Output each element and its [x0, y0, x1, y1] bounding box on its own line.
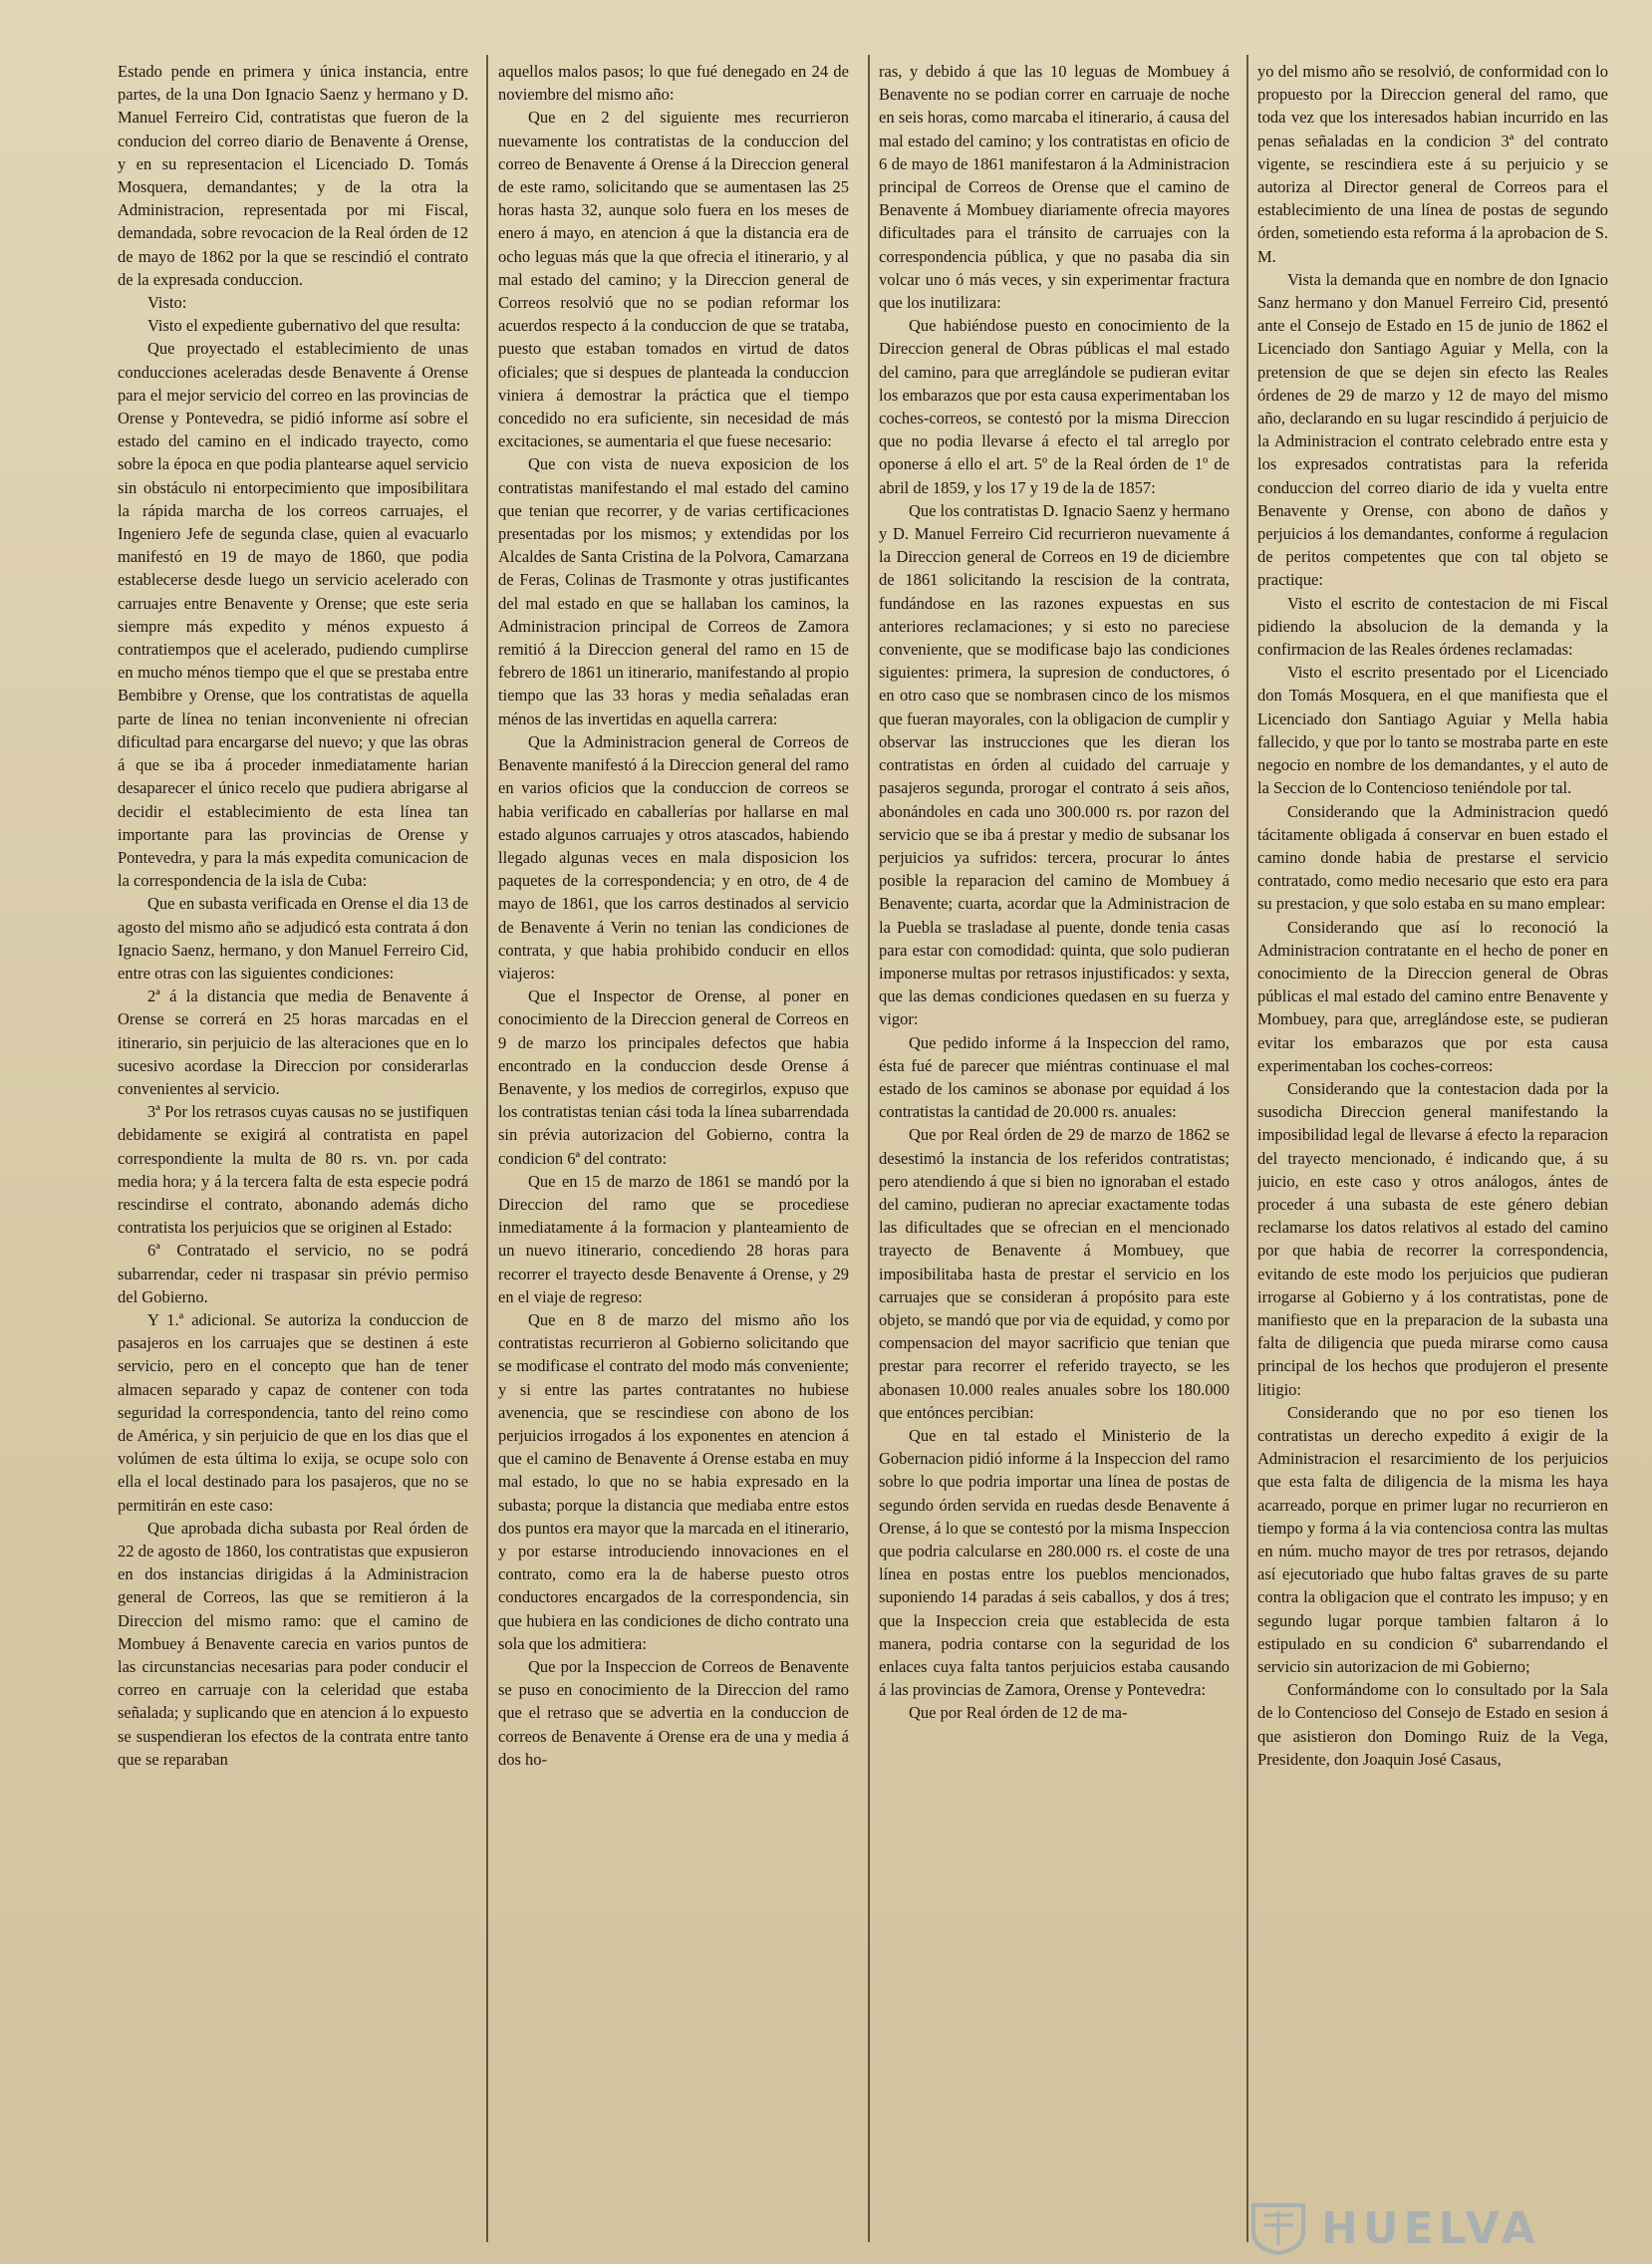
text-column-3: [879, 60, 1230, 2242]
paragraph: Que los contratistas D. Ignacio Saenz y hermano y D. Manuel Ferreiro Cid recurrieron nuevamente á la Direccion general de Correos en 19 de diciembre de 1861 solicitando la rescision de la contrata, fundándose en las razones expuestas en sus anteriores reclamaciones; y si esto no pareciese conveniente, que se modificase bajo las condiciones siguientes: primera, la supresion de conductores, ó en otro caso que se nombrasen cinco de los mismos que fueran mayorales, con la obligacion de cumplir y observar las instrucciones que les dieran los contratistas en órden al cuidado del carruaje y pasajeros segunda, prorogar el contrato á seis años, abonándoles en cada uno 300.000 rs. por razon del servicio que se iba á prestar y medio de subsanar los perjuicios ya sufridos: tercera, procurar lo ántes posible la reparacion del camino de Mombuey á Benavente; cuarta, acordar que la Administracion de la Puebla se trasladase al puente, donde tenia casas para estar con comodidad: quinta, que solo pudieran imponerse multas por retrasos injustificados: y sexta, que las demas condiciones quedasen en su fuerza y vigor:: [879, 500, 1230, 1029]
text-column-1: [118, 60, 468, 2242]
paragraph: Que por Real órden de 29 de marzo de 1862 se desestimó la instancia de los referidos contratistas; pero atendiendo á que si bien no ignoraban el estado del camino, pudieran no apreciar exactamente todas las dificultades que se ofrecian en el mencionado trayecto de Benavente á Mombuey, que imposibilitaba hasta de prestar el servicio en los carruajes que se consideran á propósito para este objeto, se mandó que por via de equidad, y como por compensacion del mayor sacrificio que tenian que prestar para recorrer el referido trayecto, se les abonasen 10.000 reales anuales sobre los 180.000 que entónces percibian:: [879, 1125, 1230, 1422]
paragraph: Vista la demanda que en nombre de don Ignacio Sanz hermano y don Manuel Ferreiro Cid, presentó ante el Consejo de Estado en 15 de junio de 1862 el Licenciado don Santiago Aguiar y Mella, con la pretension de que se dejen sin efecto las Reales órdenes de 29 de marzo y 12 de mayo del mismo año, declarando en su lugar rescindido á perjuicio de la Administracion el contrato celebrado entre esta y los expresados contratistas para la referida conduccion del correo diario de ida y vuelta entre Benavente y Orense, con abono de daños y perjuicios á los demandantes, conforme á regulacion de peritos competentes que con tal objeto se practique:: [1257, 269, 1608, 590]
text-column-2: [498, 60, 849, 2242]
paragraph: Visto el expediente gubernativo del que resulta:: [147, 316, 461, 336]
text-columns: [118, 60, 1617, 2242]
paragraph: Que proyectado el establecimiento de unas conducciones aceleradas desde Benavente á Orense para el mejor servicio del correo en las provincias de Orense y Pontevedra, se pidió informe así sobre el estado del camino en el indicado trayecto, como sobre la época en que podia plantearse aquel servicio sin obstáculo ni entorpecimiento que imposibilitara la rápida marcha de los correos carruajes, el Ingeniero Jefe de segunda clase, quien al evacuarlo manifestó en 19 de mayo de 1860, que podia establecerse desde luego un servicio acelerado con carruajes entre Benavente y Orense; que este seria siempre más expedito y ménos expuesto á contratiempos que el acelerado, pudiendo cumplirse en mucho ménos tiempo que el que se prestaba entre Bembibre y Orense, que los contratistas de aquella parte de línea no tenian inconveniente ni ofrecian dificultad para encargarse del nuevo; y que las obras á que se iba á proceder inmediatamente harian desaparecer el único recelo que pudiera abrigarse al decidir el establecimiento de esta línea tan importante para las provincias de Orense y Pontevedra, y para la más expedita comunicacion de la correspondencia de la isla de Cuba:: [118, 339, 468, 891]
paragraph: 2ª á la distancia que media de Benavente á Orense se correrá en 25 horas marcadas en el itinerario, sin perjuicio de las alteraciones que en lo sucesivo acordase la Direccion por considerarlas convenientes al servicio.: [118, 987, 468, 1098]
paragraph: Que en subasta verificada en Orense el dia 13 de agosto del mismo año se adjudicó esta contrata á don Ignacio Saenz, hermano, y don Manuel Ferreiro Cid, entre otras con las siguientes condiciones:: [118, 894, 468, 983]
text-column-4: [1257, 60, 1608, 2242]
paragraph: Visto el escrito presentado por el Licenciado don Tomás Mosquera, en el que manifiesta que el Licenciado don Santiago Aguiar y Mella habia fallecido, y que por lo tanto se mostraba parte en este negocio en nombre de los demandantes, y el auto de la Seccion de lo Contencioso teniéndole por tal.: [1257, 663, 1608, 798]
paragraph: Que en 8 de marzo del mismo año los contratistas recurrieron al Gobierno solicitando que se modificase el contrato del modo más conveniente; y si entre las partes contratantes no hubiese avenencia, que se rescindiese con abono de los perjuicios irrogados á los exponentes en atencion á que el camino de Benavente á Orense estaba en muy mal estado, lo que no se habia expresado en la subasta; porque la distancia que mediaba entre estos dos puntos era mayor que la marcada en el itinerario, y por estarse introduciendo innovaciones en el contrato, como era la de haberse puesto otros conductores encargados de la correspondencia, sin que hubiera en las condiciones de dicho contrato una sola que los admitiera:: [498, 1309, 849, 1653]
paragraph: Que en tal estado el Ministerio de la Gobernacion pidió informe á la Inspeccion del ramo sobre lo que podria importar una línea de postas de segundo órden servida en ruedas desde Benavente á Orense, á lo que se contestó por la misma Inspeccion que podria calcularse en 280.000 rs. el coste de una línea en postas entre los pueblos mencionados, suponiendo 14 paradas á seis caballos, y dos á tres; que la Inspeccion creia que establecida de esta manera, podria contarse con la seguridad de los enlaces cuya falta tantos perjuicios estaba causando á las provincias de Zamora, Orense y Pontevedra:: [879, 1425, 1230, 1700]
paragraph: Conformándome con lo consultado por la Sala de lo Contencioso del Consejo de Estado en sesion á que asistieron don Domingo Ruiz de la Vega, Presidente, don Joaquin José Casaus,: [1257, 1680, 1608, 1769]
paragraph: Visto:: [147, 293, 187, 313]
paragraph: Que habiéndose puesto en conocimiento de la Direccion general de Obras públicas el mal estado del camino, para que arreglándole se pudieran evitar los embarazos que por esta causa experimentaban los coches-correos, se contestó por la misma Direccion que no podia llevarse á efecto el tal arreglo por oponerse á ello el art. 5º de la Real órden de 1º de abril de 1859, y los 17 y 19 de la de 1857:: [879, 316, 1230, 497]
paragraph: Que aprobada dicha subasta por Real órden de 22 de agosto de 1860, los contratistas que expusieron en dos instancias dirigidas á la Administracion general de Correos, las que se remitieron á la Direccion del mismo ramo: que el camino de Mombuey á Benavente carecia en varios puntos de las circunstancias necesarias para poder conducir el correo en carruaje con la celeridad que estaba señalada; y suplicando que en atencion á lo expuesto se suspendieran los efectos de la contrata entre tanto que se reparaban: [118, 1518, 468, 1769]
paragraph: yo del mismo año se resolvió, de conformidad con lo propuesto por la Direccion general del ramo, que toda vez que los interesados habian incurrido en las penas señaladas en la condicion 3ª del contrato vigente, se rescindiera este á su perjuicio y se autoriza al Director general de Correos para el establecimiento de una línea de postas de segundo órden, sometiendo esta reforma á la aprobacion de S. M.: [1257, 62, 1608, 266]
paragraph: Que pedido informe á la Inspeccion del ramo, ésta fué de parecer que miéntras continuase el mal estado de los caminos se abonase por equidad á los contratistas la cantidad de 20.000 rs. anuales:: [879, 1032, 1230, 1122]
paragraph: Que en 15 de marzo de 1861 se mandó por la Direccion del ramo que se procediese inmediatamente á la formacion y planteamiento de un nuevo itinerario, concediendo 28 horas para recorrer el trayecto desde Benavente á Orense, y 29 en el viaje de regreso:: [498, 1171, 849, 1306]
paragraph: 3ª Por los retrasos cuyas causas no se justifiquen debidamente se exigirá al contratista en papel correspondiente la multa de 80 rs. vn. por cada media hora; y á la tercera falta de esta especie podrá rescindirse el contrato, abonando además dicho contratista los perjuicios que se originen al Estado:: [118, 1102, 468, 1238]
paragraph: Que en 2 del siguiente mes recurrieron nuevamente los contratistas de la conduccion del correo de Benavente á Orense á la Direccion general de este ramo, solicitando que se aumentasen las 25 horas hasta 32, aunque solo fuera en los meses de enero á mayo, en atencion á que la distancia era de ocho leguas más que la que ofrecia el itinerario, y al mal estado del camino; y la Direccion general de Correos resolvió que no se podian reformar los acuerdos respecto á la conduccion de que se trataba, puesto que estaban tomados en virtud de datos oficiales; que si despues de planteada la conduccion viniera á demostrar la práctica que el tiempo concedido no era suficiente, sin necesidad de más excitaciones, se aumentaria el que fuese necesario:: [498, 108, 849, 451]
paragraph: Considerando que la contestacion dada por la susodicha Direccion general manifestando la imposibilidad legal de llevarse á efecto la reparacion del trayecto mencionado, é indicando que, á su juicio, en este caso y otros análogos, ántes de proceder á una subasta de este género debian reclamarse los datos relativos al estado del camino por que habia de recorrer la correspondencia, evitando de este modo los perjuicios que pudieran irrogarse al Gobierno y á los contratistas, pone de manifiesto que en la preparacion de la subasta una falta de diligencia que pueda mirarse como causa principal de los hechos que produjeron el presente litigio:: [1257, 1078, 1608, 1399]
paragraph: Considerando que así lo reconoció la Administracion contratante en el hecho de poner en conocimiento de la Direccion general de Obras públicas el mal estado del camino entre Benavente y Mombuey, para que, arreglándose este, se pudieran evitar los embarazos que por esta causa experimentaban los coches-correos:: [1257, 917, 1608, 1075]
paragraph: Que la Administracion general de Correos de Benavente manifestó á la Direccion general del ramo en varios oficios que la conduccion de correos se habia verificado en caballerías por hallarse en mal estado algunos carruajes y otros atascados, habiendo llegado algunas veces en mala disposicion los paquetes de la correspondencia; y en otro, de 4 de mayo de 1861, que los carros destinados al servicio de Benavente á Verin no tenian las condiciones de contrata, y que habia prohibido conducir en ellos viajeros:: [498, 731, 849, 983]
paragraph: Considerando que no por eso tienen los contratistas un derecho expedito á exigir de la Administracion el resarcimiento de los perjuicios que esta falta de diligencia de la misma les haya acarreado, porque en primer lugar no recurrieron en tiempo y forma á la via contenciosa contra las multas en núm. mucho mayor de tres por retrasos, dejando así ejecutoriado que hubo faltas graves de su parte contra la obligacion que el contrato les impuso; y en segundo lugar porque tambien faltaron á lo estipulado en su condicion 6ª subarrendando el servicio sin autorizacion de mi Gobierno;: [1257, 1402, 1608, 1677]
paragraph: aquellos malos pasos; lo que fué denegado en 24 de noviembre del mismo año:: [498, 62, 849, 105]
paragraph: ras, y debido á que las 10 leguas de Mombuey á Benavente no se podian correr en carruaje de noche en seis horas, como marcaba el itinerario, á causa del mal estado del camino; y los contratistas en oficio de 6 de mayo de 1861 manifestaron á la Administracion principal de Correos de Orense que el camino de Benavente á Mombuey diariamente ofrecia mayores dificultades para el tránsito de carruajes con la correspondencia pública, y que no pasaba dia sin volcar uno ó más veces, y sin experimentar fractura que los inutilizara:: [879, 62, 1230, 313]
watermark-text: HUELVA: [1321, 2202, 1540, 2254]
paragraph: Que por la Inspeccion de Correos de Benavente se puso en conocimiento de la Direccion del ramo que el retraso que se advertia en la conduccion de correos de Benavente á Orense era de una y media á dos ho-: [498, 1657, 849, 1769]
paragraph: Estado pende en primera y única instancia, entre partes, de la una Don Ignacio Saenz y hermano y D. Manuel Ferreiro Cid, contratistas que fueron de la conducion del correo diario de Benavente á Orense, y en su representacion el Licenciado D. Tomás Mosquera, demandantes; y de la otra la Administracion, representada por mi Fiscal, demandada, sobre revocacion de la Real órden de 12 de mayo de 1862 por la que se rescindió el contrato de la expresada conduccion.: [118, 62, 468, 289]
paragraph: Y 1.ª adicional. Se autoriza la conduccion de pasajeros en los carruajes que se destinen á este servicio, pero en el concepto que han de tener almacen separado y capaz de contener con toda seguridad la correspondencia, tanto del reino como de América, y sin perjuicio de que en los dias que el volúmen de esta última lo exija, se ocupe solo con ella el local destinado para los pasajeros, que no se permitirán en este caso:: [118, 1309, 468, 1515]
paragraph: Considerando que la Administracion quedó tácitamente obligada á conservar en buen estado el camino donde habia de prestarse el servicio contratado, como medio necesario que esto era para su prestacion, y que solo estaba en su mano emplear:: [1257, 801, 1608, 914]
coat-of-arms-icon: [1245, 2201, 1311, 2255]
paragraph: Que por Real órden de 12 de ma-: [909, 1703, 1128, 1723]
paragraph: 6ª Contratado el servicio, no se podrá subarrendar, ceder ni traspasar sin prévio permiso del Gobierno.: [118, 1241, 468, 1306]
paragraph: Que con vista de nueva exposicion de los contratistas manifestando el mal estado del camino que tenian que recorrer, y de varias certificaciones presentadas por los mismos; y extendidas por los Alcaldes de Santa Cristina de la Polvora, Camarzana de Feras, Colinas de Trasmonte y otras justificantes del mal estado en que se hallaban los caminos, la Administracion principal de Correos de Zamora remitió á la Direccion general del ramo en 15 de febrero de 1861 un itinerario, manifestando al propio tiempo que las 33 horas y media señaladas eran ménos de las invertidas en aquella carrera:: [498, 454, 849, 728]
paragraph: Que el Inspector de Orense, al poner en conocimiento de la Direccion general de Correos en 9 de marzo los principales defectos que habia encontrado en la conduccion desde Orense á Benavente, y los medios de corregirlos, expuso que los contratistas tenian cási toda la línea subarrendada sin prévia autorizacion del Gobierno, contra la condicion 6ª del contrato:: [498, 987, 849, 1168]
archive-watermark: [1245, 2200, 1540, 2256]
paragraph: Visto el escrito de contestacion de mi Fiscal pidiendo la absolucion de la demanda y la confirmacion de las Reales órdenes reclamadas:: [1257, 593, 1608, 660]
